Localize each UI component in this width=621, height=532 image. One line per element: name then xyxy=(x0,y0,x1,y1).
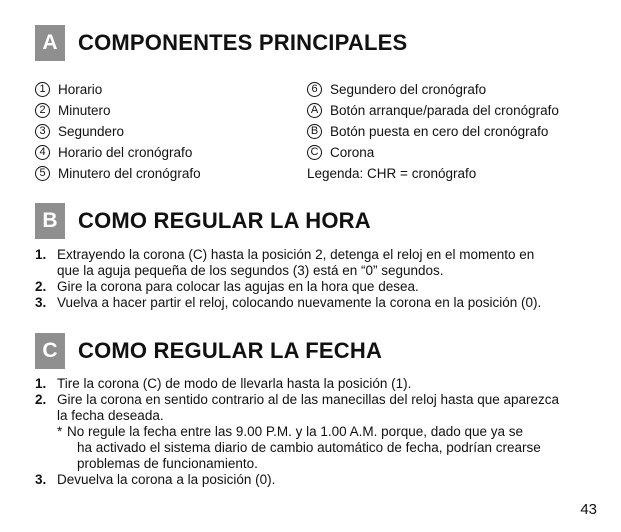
step-number: 1. xyxy=(35,376,47,391)
component-marker: 1 xyxy=(35,82,50,97)
section-a-title: COMPONENTES PRINCIPALES xyxy=(78,30,408,55)
components-right-list xyxy=(307,79,587,184)
step-text-line: Vuelva a hacer partir el reloj, colocando nuevamente la corona en la posición (0). xyxy=(57,295,542,310)
component-label: Segundero del cronógrafo xyxy=(330,82,487,97)
step-number: 1. xyxy=(35,247,47,262)
section-a-letter: A xyxy=(35,25,65,61)
step-number: 2. xyxy=(35,392,47,407)
component-marker: 5 xyxy=(35,166,50,181)
component-item xyxy=(307,142,587,163)
section-c-letter: C xyxy=(35,333,65,369)
component-item xyxy=(35,142,315,163)
component-marker: B xyxy=(307,124,322,139)
section-b-title: COMO REGULAR LA HORA xyxy=(78,208,371,233)
components-legend: Legenda: CHR = cronógrafo xyxy=(307,166,477,181)
component-marker: 2 xyxy=(35,103,50,118)
component-item xyxy=(307,79,587,100)
component-label: Horario xyxy=(58,82,103,97)
component-marker: A xyxy=(307,103,322,118)
note-text-line: problemas de funcionamiento. xyxy=(77,456,258,471)
step-text-line: Tire la corona (C) de modo de llevarla hasta la posición (1). xyxy=(57,376,412,391)
component-label: Botón arranque/parada del cronógrafo xyxy=(330,103,559,118)
step-text-line: la fecha deseada. xyxy=(57,408,164,423)
components-legend-row xyxy=(307,163,587,184)
component-label: Segundero xyxy=(58,124,125,139)
list-item xyxy=(35,376,595,392)
note-asterisk: * xyxy=(57,424,63,439)
component-label: Horario del cronógrafo xyxy=(58,145,193,160)
component-item xyxy=(35,79,315,100)
step-text-line: que la aguja pequeña de los segundos (3) está en “0” segundos. xyxy=(57,263,444,278)
note-text-line: No regule la fecha entre las 9.00 P.M. y la 1.00 A.M. porque, dado que ya se xyxy=(67,424,524,439)
component-marker: 3 xyxy=(35,124,50,139)
hora-steps-list xyxy=(35,247,595,311)
list-item xyxy=(35,279,595,295)
component-marker: 6 xyxy=(307,82,322,97)
list-item xyxy=(35,295,595,311)
components-left-list xyxy=(35,79,315,184)
note-text-line: ha activado el sistema diario de cambio automático de fecha, podrían crearse xyxy=(77,440,541,455)
component-item xyxy=(35,163,315,184)
fecha-steps-list xyxy=(35,376,595,488)
component-label: Corona xyxy=(330,145,375,160)
component-marker: C xyxy=(307,145,322,160)
step-number: 2. xyxy=(35,279,47,294)
step-text-line: Gire la corona en sentido contrario al de las manecillas del reloj hasta que aparezca xyxy=(57,392,560,407)
component-label: Botón puesta en cero del cronógrafo xyxy=(330,124,549,139)
fecha-note xyxy=(57,424,595,472)
component-label: Minutero xyxy=(58,103,111,118)
step-number: 3. xyxy=(35,295,47,310)
step-text-line: Devuelva la corona a la posición (0). xyxy=(57,472,276,487)
component-label: Minutero del cronógrafo xyxy=(58,166,201,181)
list-item xyxy=(35,472,595,488)
section-c-header xyxy=(35,333,382,369)
section-b-letter: B xyxy=(35,203,65,239)
section-a-header xyxy=(35,25,407,61)
section-c-title: COMO REGULAR LA FECHA xyxy=(78,338,383,363)
section-b-header xyxy=(35,203,371,239)
component-item xyxy=(307,100,587,121)
step-text-line: Gire la corona para colocar las agujas en la hora que desea. xyxy=(57,279,419,294)
component-item xyxy=(35,121,315,142)
page-number: 43 xyxy=(580,501,597,518)
list-item xyxy=(35,392,595,472)
component-item xyxy=(35,100,315,121)
list-item xyxy=(35,247,595,279)
step-text-line: Extrayendo la corona (C) hasta la posición 2, detenga el reloj en el momento en xyxy=(57,247,535,262)
step-number: 3. xyxy=(35,472,47,487)
component-item xyxy=(307,121,587,142)
component-marker: 4 xyxy=(35,145,50,160)
